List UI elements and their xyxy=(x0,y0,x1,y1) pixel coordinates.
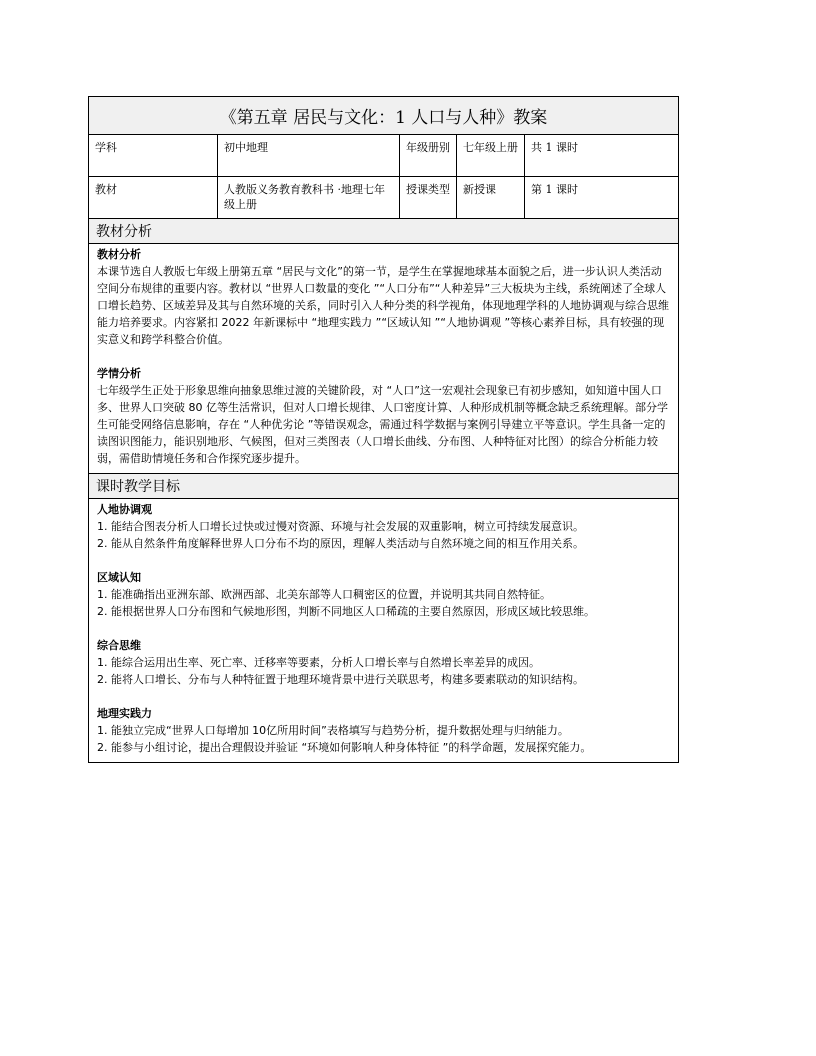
objectives-body xyxy=(89,499,678,762)
objective-item: 2. 能将人口增长、分布与人种特征置于地理环境背景中进行关联思考，构建多要素联动的知识结构。 xyxy=(97,673,584,686)
objective-group-title: 区域认知 xyxy=(97,571,141,584)
objective-item: 1. 能结合图表分析人口增长过快或过慢对资源、环境与社会发展的双重影响，树立可持续发展意识。 xyxy=(97,520,584,533)
objective-item: 1. 能综合运用出生率、死亡率、迁移率等要素，分析人口增长率与自然增长率差异的成因。 xyxy=(97,656,540,669)
total-hours: 共 1 课时 xyxy=(531,141,578,154)
analysis-body xyxy=(89,244,678,474)
objective-item: 1. 能准确指出亚洲东部、欧洲西部、北美东部等人口稠密区的位置，并说明其共同自然特征。 xyxy=(97,588,551,601)
grade-value: 七年级上册 xyxy=(457,135,525,176)
lesson-number: 第 1 课时 xyxy=(531,183,578,196)
objective-item: 2. 能参与小组讨论，提出合理假设并验证 “环境如何影响人种身体特征 ”的科学命题，发展探究能力。 xyxy=(97,741,592,754)
info-row-1 xyxy=(89,135,678,177)
document-title: 《第五章 居民与文化：1 人口与人种》教案 xyxy=(89,97,678,135)
student-analysis-title: 学情分析 xyxy=(97,367,141,380)
objective-group-title: 人地协调观 xyxy=(97,503,152,516)
analysis-heading: 教材分析 xyxy=(89,219,678,244)
grade-label: 年级册别 xyxy=(400,135,457,176)
lesson-plan-document xyxy=(88,96,679,763)
material-analysis-title: 教材分析 xyxy=(97,248,141,261)
info-row-2 xyxy=(89,177,678,219)
objectives-heading: 课时教学目标 xyxy=(89,474,678,499)
lesson-type-value: 新授课 xyxy=(457,177,525,218)
objective-item: 2. 能根据世界人口分布图和气候地形图，判断不同地区人口稀疏的主要自然原因，形成区域比较思维。 xyxy=(97,605,595,618)
textbook-label: 教材 xyxy=(89,177,218,218)
objective-group-title: 综合思维 xyxy=(97,639,141,652)
subject-value: 初中地理 xyxy=(218,135,400,176)
student-analysis-text: 七年级学生正处于形象思维向抽象思维过渡的关键阶段，对 “人口”这一宏观社会现象已有初步感知，如知道中国人口多、世界人口突破 80 亿等生活常识，但对人口增长规律、人口密度计算、人种形成机制等概念缺乏系统理解。部分学生可能受网络信息影响，存在 “人种优劣论 ”等错误观念，需通过科学数据与案例引导建立平等意识。学生具备一定的读图识图能力，能识别地形、气候图，但对三类图表（人口增长曲线、分布图、人种特征对比图）的综合分析能力较弱，需借助情境任务和合作探究逐步提升。 xyxy=(97,384,668,465)
objective-item: 1. 能独立完成“世界人口每增加 10亿所用时间”表格填写与趋势分析，提升数据处理与归纳能力。 xyxy=(97,724,569,737)
lesson-type-label: 授课类型 xyxy=(400,177,457,218)
objective-item: 2. 能从自然条件角度解释世界人口分布不均的原因，理解人类活动与自然环境之间的相互作用关系。 xyxy=(97,537,584,550)
objective-group-title: 地理实践力 xyxy=(97,707,152,720)
subject-label: 学科 xyxy=(89,135,218,176)
textbook-value: 人教版义务教育教科书 ·地理七年级上册 xyxy=(218,177,400,218)
material-analysis-text: 本课节选自人教版七年级上册第五章 “居民与文化”的第一节，是学生在掌握地球基本面貌之后，进一步认识人类活动空间分布规律的重要内容。教材以 “世界人口数量的变化 ”“人口分布”“人种差异”三大板块为主线，系统阐述了全球人口增长趋势、区域差异及其与自然环境的关系，同时引入人种分类的科学视角，体现地理学科的人地协调观与综合思维能力培养要求。内容紧扣 2022 年新课标中 “地理实践力 ”“区域认知 ”“人地协调观 ”等核心素养目标，具有较强的现实意义和跨学科整合价值。 xyxy=(97,265,669,346)
